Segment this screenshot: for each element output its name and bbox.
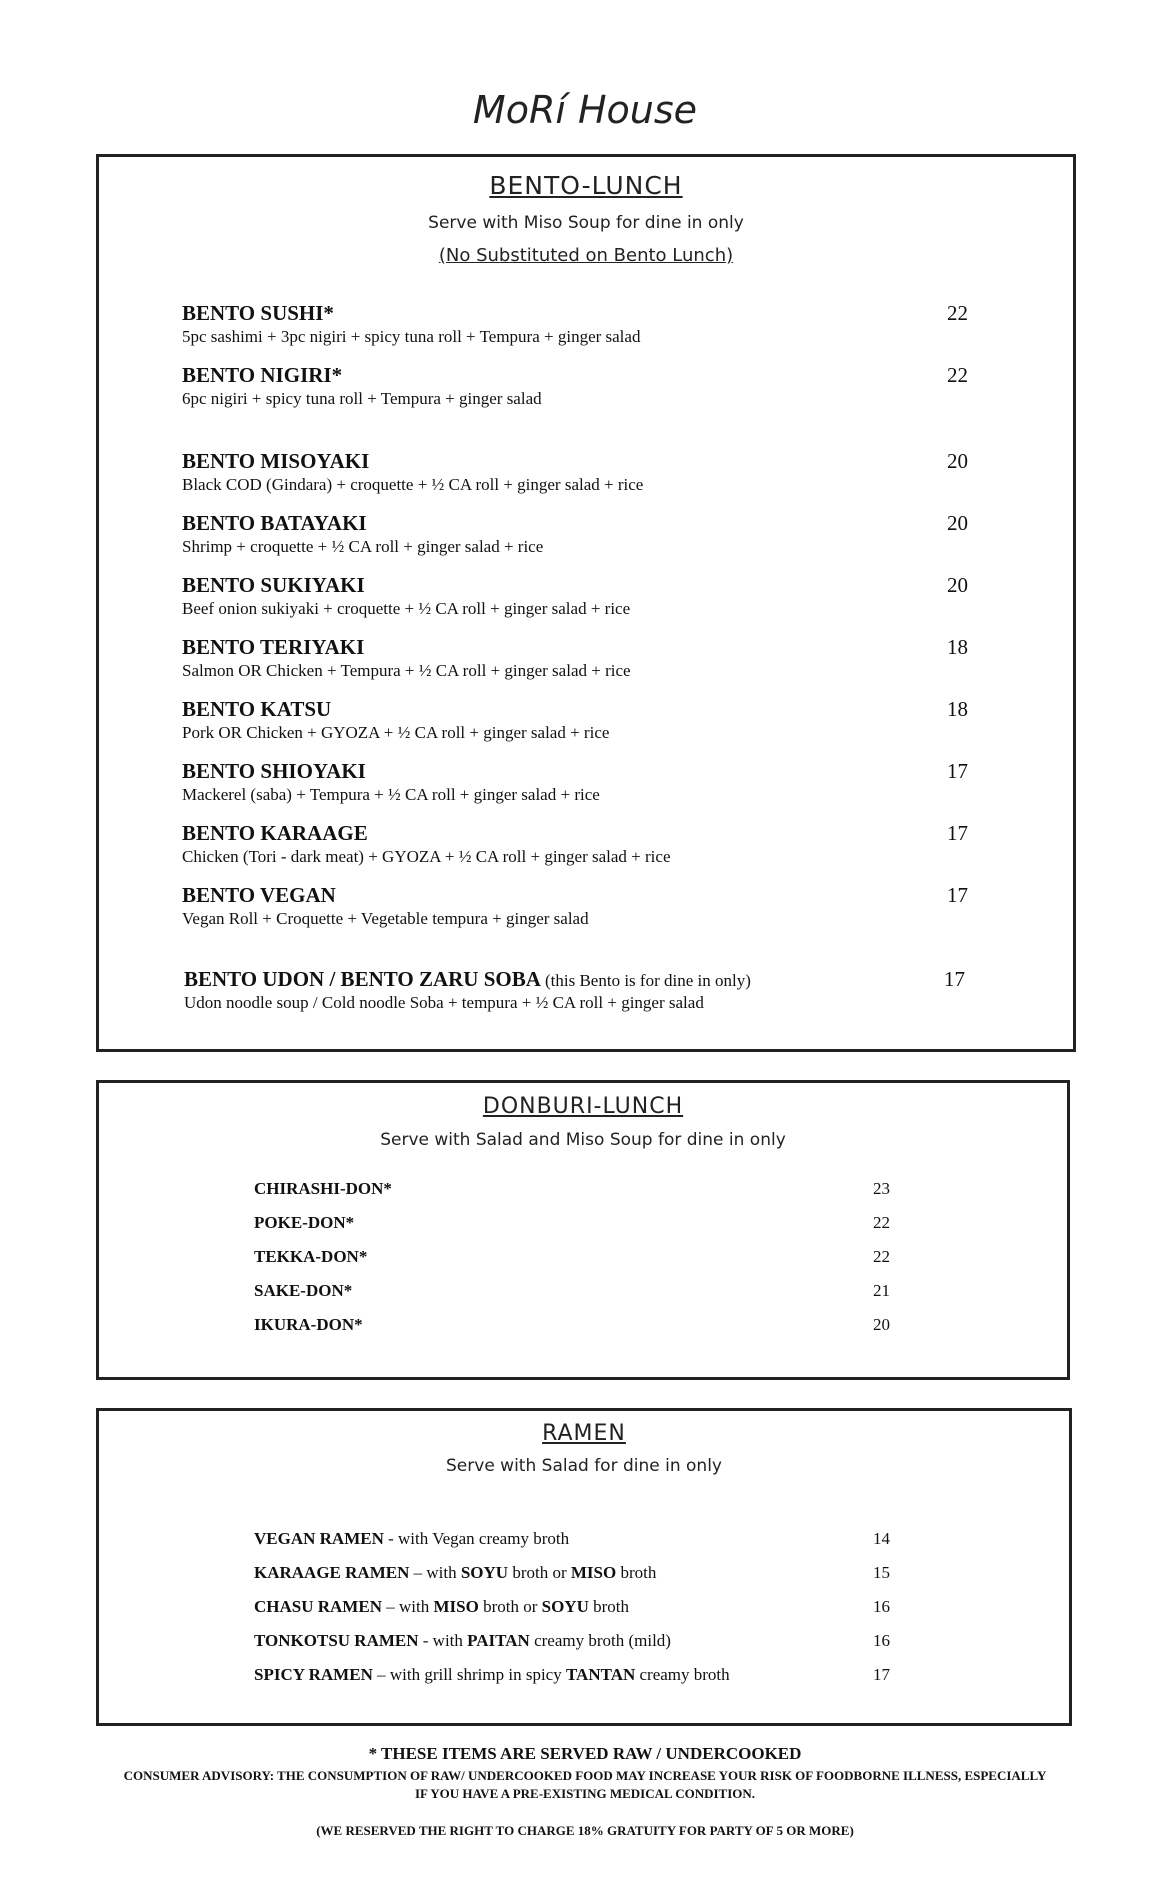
menu-item xyxy=(182,697,609,743)
gratuity-notice: (WE RESERVED THE RIGHT TO CHARGE 18% GRATUITY FOR PARTY OF 5 OR MORE) xyxy=(316,1823,854,1838)
item-name: POKE-DON* xyxy=(254,1213,355,1232)
bento-section xyxy=(96,154,1076,1052)
bento-section-subtitle: Serve with Miso Soup for dine in only xyxy=(428,213,744,233)
item-price: 22 xyxy=(947,363,968,387)
bento-section-title: BENTO-LUNCH xyxy=(489,171,683,200)
menu-item xyxy=(182,511,543,557)
item-connector: broth or xyxy=(508,1563,571,1582)
item-price: 17 xyxy=(944,967,965,991)
bento-section-note: (No Substituted on Bento Lunch) xyxy=(438,245,734,266)
item-broth: SOYU xyxy=(541,1597,589,1616)
item-price: 18 xyxy=(947,635,968,659)
item-connector: - with xyxy=(418,1631,468,1650)
ramen-section xyxy=(96,1408,1072,1726)
raw-notice: * THESE ITEMS ARE SERVED RAW / UNDERCOOKED xyxy=(368,1744,802,1763)
item-connector: - with xyxy=(383,1529,433,1548)
consumer-advisory-line2: IF YOU HAVE A PRE-EXISTING MEDICAL CONDITION. xyxy=(414,1786,756,1801)
item-name: BENTO SUSHI* xyxy=(182,301,334,325)
item-price: 17 xyxy=(947,759,968,783)
item-price: 20 xyxy=(947,573,968,597)
item-broth: PAITAN xyxy=(467,1631,530,1650)
item-price: 20 xyxy=(947,511,968,535)
item-name: BENTO NIGIRI* xyxy=(182,363,343,387)
menu-item xyxy=(182,363,542,409)
item-broth: TANTAN xyxy=(565,1665,636,1684)
list-item xyxy=(254,1315,363,1335)
ramen-section-title: RAMEN xyxy=(542,1421,626,1446)
item-connector: – with grill shrimp in spicy xyxy=(372,1665,566,1684)
item-name: BENTO SUKIYAKI xyxy=(182,573,365,597)
list-item xyxy=(254,1281,352,1301)
item-connector: broth or xyxy=(478,1597,542,1616)
item-note: (this Bento is for dine in only) xyxy=(544,971,751,990)
item-description: Vegan Roll + Croquette + Vegetable tempura + ginger salad xyxy=(182,909,589,928)
item-name: BENTO BATAYAKI xyxy=(182,511,367,535)
donburi-section xyxy=(96,1080,1070,1380)
item-connector: – with xyxy=(381,1597,434,1616)
list-item xyxy=(254,1597,629,1617)
menu-item xyxy=(182,883,589,929)
item-name: CHIRASHI-DON* xyxy=(254,1179,392,1198)
item-connector: creamy broth xyxy=(635,1665,730,1684)
item-price: 15 xyxy=(873,1563,890,1582)
list-item xyxy=(254,1563,656,1583)
item-connector: broth xyxy=(588,1597,629,1616)
ramen-section-subtitle: Serve with Salad for dine in only xyxy=(446,1456,722,1476)
item-name: BENTO UDON / BENTO ZARU SOBA xyxy=(184,967,540,991)
item-description: Mackerel (saba) + Tempura + ½ CA roll + ginger salad + rice xyxy=(182,785,600,804)
item-name: BENTO KATSU xyxy=(182,697,332,721)
list-item xyxy=(254,1247,367,1267)
item-description: Udon noodle soup / Cold noodle Soba + tempura + ½ CA roll + ginger salad xyxy=(184,993,704,1012)
item-connector: creamy broth (mild) xyxy=(529,1631,671,1650)
item-name: TONKOTSU RAMEN xyxy=(254,1631,419,1650)
item-price: 20 xyxy=(947,449,968,473)
item-broth: MISO xyxy=(433,1597,479,1616)
item-description: 6pc nigiri + spicy tuna roll + Tempura + ginger salad xyxy=(182,389,542,408)
item-description: 5pc sashimi + 3pc nigiri + spicy tuna roll + Tempura + ginger salad xyxy=(182,327,641,346)
item-price: 22 xyxy=(873,1213,890,1232)
item-description: Beef onion sukiyaki + croquette + ½ CA roll + ginger salad + rice xyxy=(182,599,631,618)
item-price: 16 xyxy=(873,1631,890,1650)
item-name: BENTO VEGAN xyxy=(182,883,336,907)
item-price: 17 xyxy=(947,883,968,907)
item-broth: SOYU xyxy=(460,1563,509,1582)
donburi-section-title: DONBURI-LUNCH xyxy=(482,1094,684,1119)
item-name: SAKE-DON* xyxy=(254,1281,353,1300)
consumer-advisory: CONSUMER ADVISORY: THE CONSUMPTION OF RAW/ UNDERCOOKED FOOD MAY INCREASE YOUR RISK OF FOODBORNE ILLNESS, ESPECIALLY xyxy=(123,1768,1047,1783)
item-broth: MISO xyxy=(570,1563,617,1582)
item-description: Pork OR Chicken + GYOZA + ½ CA roll + ginger salad + rice xyxy=(182,723,610,742)
item-price: 17 xyxy=(947,821,968,845)
menu-item xyxy=(182,573,630,619)
item-name: TEKKA-DON* xyxy=(254,1247,368,1266)
item-description: Black COD (Gindara) + croquette + ½ CA roll + ginger salad + rice xyxy=(182,475,644,494)
item-price: 23 xyxy=(873,1179,890,1198)
item-price: 16 xyxy=(873,1597,890,1616)
item-price: 22 xyxy=(873,1247,890,1266)
list-item xyxy=(254,1529,569,1549)
menu-item xyxy=(184,967,751,1013)
item-price: 22 xyxy=(947,301,968,325)
item-description: Shrimp + croquette + ½ CA roll + ginger salad + rice xyxy=(182,537,544,556)
item-price: 21 xyxy=(873,1281,890,1300)
item-description: Chicken (Tori - dark meat) + GYOZA + ½ CA roll + ginger salad + rice xyxy=(182,847,671,866)
item-name: VEGAN RAMEN xyxy=(254,1529,384,1548)
item-name: BENTO KARAAGE xyxy=(182,821,368,845)
item-price: 17 xyxy=(873,1665,890,1684)
item-name: KARAAGE RAMEN xyxy=(254,1563,410,1582)
menu-item xyxy=(182,301,640,347)
item-connector: – with xyxy=(409,1563,461,1582)
donburi-section-subtitle: Serve with Salad and Miso Soup for dine in only xyxy=(380,1130,786,1150)
item-name: CHASU RAMEN xyxy=(254,1597,382,1616)
item-name: SPICY RAMEN xyxy=(254,1665,373,1684)
menu-item xyxy=(182,449,643,495)
list-item xyxy=(254,1665,730,1685)
list-item xyxy=(254,1213,354,1233)
item-name: BENTO TERIYAKI xyxy=(182,635,365,659)
item-price: 18 xyxy=(947,697,968,721)
item-price: 14 xyxy=(873,1529,890,1548)
menu-item xyxy=(182,635,631,681)
item-name: BENTO MISOYAKI xyxy=(182,449,370,473)
restaurant-name: MoRí House xyxy=(472,88,698,132)
item-description: Salmon OR Chicken + Tempura + ½ CA roll + ginger salad + rice xyxy=(182,661,631,680)
menu-item xyxy=(182,759,600,805)
menu-item xyxy=(182,821,670,867)
list-item xyxy=(254,1179,392,1199)
item-price: 20 xyxy=(873,1315,890,1334)
item-name: IKURA-DON* xyxy=(254,1315,363,1334)
item-connector: broth xyxy=(616,1563,657,1582)
item-name: BENTO SHIOYAKI xyxy=(182,759,366,783)
item-broth: Vegan creamy broth xyxy=(432,1529,570,1548)
list-item xyxy=(254,1631,671,1651)
